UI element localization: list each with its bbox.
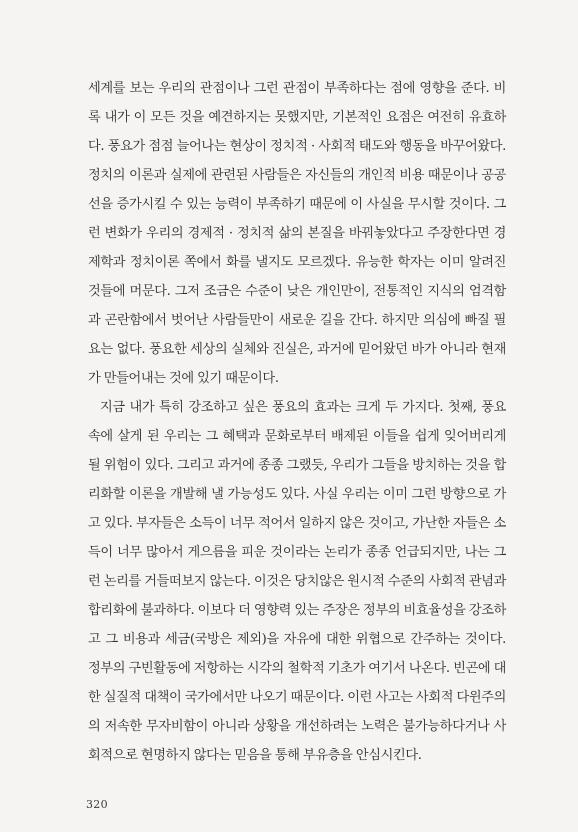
paragraph-2: 지금 내가 특히 강조하고 싶은 풍요의 효과는 크게 두 가지다. 첫째, 풍요 속에 살게 된 우리는 그 혜택과 문화로부터 배제된 이들을 쉽게 잊어버리게 될 위험이 있다. 그리고 과거에 종종 그랬듯, 우리가 그들을 방치하는 것을 합리화할 이론을 개발해 낼 가능성도 있다. 사실 우리는 이미 그런 방향으로 가고 있다. 부자들은 소득이 너무 적어서 일하지 않은 것이고, 가난한 자들은 소득이 너무 많아서 게으름을 피운 것이라는 논리가 종종 언급되지만, 나는 그런 논리를 거들떠보지 않는다. 이것은 당치않은 원시적 수준의 사회적 관념과 합리화에 불과하다. 이보다 더 영향력 있는 주장은 정부의 비효율성을 강조하고 그 비용과 세금(국방은 제외)을 자유에 대한 위협으로 간주하는 것이다. 정부의 구빈활동에 저항하는 시각의 철학적 기초가 여기서 나온다. 빈곤에 대한 실질적 대책이 국가에서만 나오기 때문이다. 이런 사고는 사회적 다윈주의의 저속한 무자비함이 아니라 상황을 개선하려는 노력은 불가능하다거나 사회적으로 현명하지 않다는 믿음을 통해 부유층을 안심시킨다.: [88, 400, 506, 763]
paragraph-1: 세계를 보는 우리의 관점이나 그런 관점이 부족하다는 점에 영향을 준다. 비록 내가 이 모든 것을 예견하지는 못했지만, 기본적인 요점은 여전히 유효하다. 풍요가 점점 늘어나는 현상이 정치적 · 사회적 태도와 행동을 바꾸어왔다. 정치의 이론과 실제에 관련된 사람들은 자신들의 개인적 비용 때문이나 공공선을 증가시킬 수 있는 능력이 부족하기 때문에 이 사실을 무시할 것이다. 그런 변화가 우리의 경제적 · 정치적 삶의 본질을 바꿔놓았다고 주장한다면 경제학과 정치이론 쪽에서 화를 낼지도 모르겠다. 유능한 학자는 이미 알려진 것들에 머문다. 그저 조금은 수준이 낮은 개인만이, 전통적인 지식의 엄격함과 곤란함에서 벗어난 사람들만이 새로운 길을 간다. 하지만 의심에 빠질 필요는 없다. 풍요한 세상의 실체와 진실은, 과거에 믿어왔던 바가 아니라 현재가 만들어내는 것에 있기 때문이다.: [88, 81, 506, 386]
body-text: [88, 74, 506, 770]
page-number: 320: [86, 798, 108, 811]
